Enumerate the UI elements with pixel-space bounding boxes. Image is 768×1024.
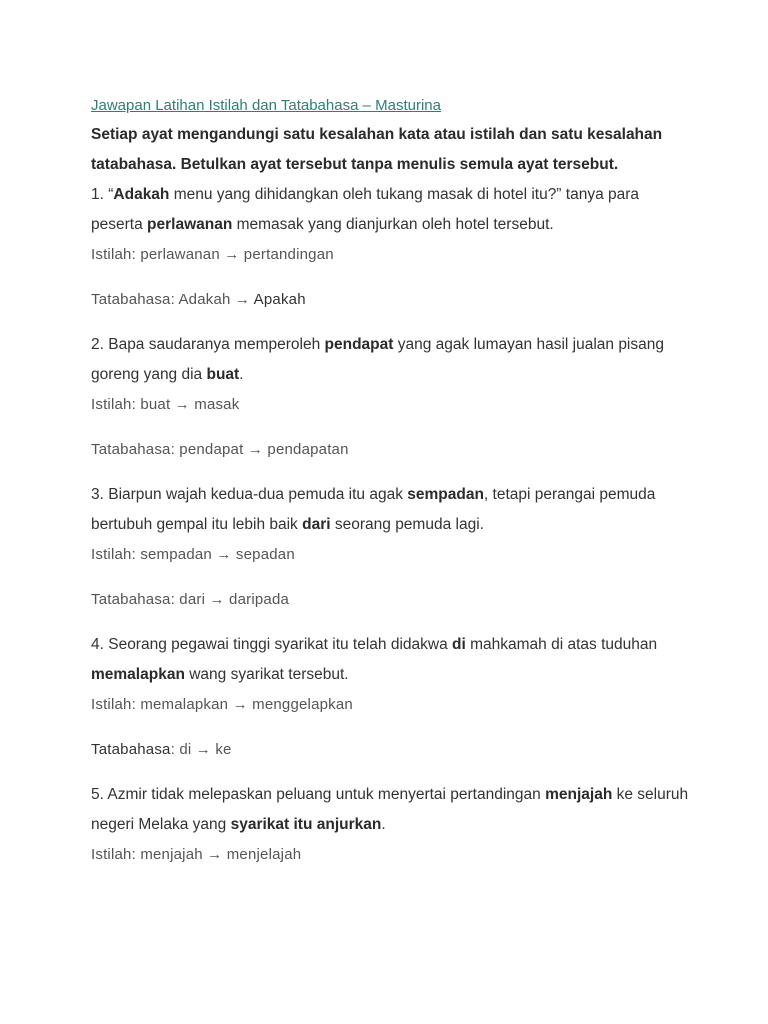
question-3: 3. Biarpun wajah kedua-dua pemuda itu agak sempadan, tetapi perangai pemuda bertubuh gempal itu lebih baik dari seorang pemuda lagi. bbox=[91, 486, 656, 533]
instructions: Setiap ayat mengandungi satu kesalahan kata atau istilah dan satu kesalahan tatabahasa. Betulkan ayat tersebut tanpa menulis semula ayat tersebut. bbox=[91, 126, 663, 173]
answer-istilah-1: Istilah: perlawanan → pertandingan bbox=[91, 246, 334, 263]
answer-tatabahasa-3: Tatabahasa: dari → daripada bbox=[91, 591, 290, 608]
answer-istilah-2: Istilah: buat → masak bbox=[91, 396, 240, 413]
answer-istilah-5: Istilah: menjajah → menjelajah bbox=[91, 846, 302, 863]
question-2: 2. Bapa saudaranya memperoleh pendapat yang agak lumayan hasil jualan pisang goreng yang dia buat. bbox=[91, 336, 664, 383]
answer-istilah-3: Istilah: sempadan → sepadan bbox=[91, 546, 295, 563]
question-4: 4. Seorang pegawai tinggi syarikat itu telah didakwa di mahkamah di atas tuduhan memalapkan wang syarikat tersebut. bbox=[91, 636, 658, 683]
answer-tatabahasa-2: Tatabahasa: pendapat → pendapatan bbox=[91, 441, 349, 458]
answer-istilah-4: Istilah: memalapkan → menggelapkan bbox=[91, 696, 353, 713]
question-1: 1. “Adakah menu yang dihidangkan oleh tukang masak di hotel itu?” tanya para peserta perlawanan memasak yang dianjurkan oleh hotel tersebut. bbox=[91, 186, 640, 233]
answer-tatabahasa-1: Tatabahasa: Adakah → Apakah bbox=[91, 291, 306, 308]
document-title-link[interactable]: Jawapan Latihan Istilah dan Tatabahasa – Masturina bbox=[91, 97, 441, 114]
answer-tatabahasa-4: Tatabahasa: di → ke bbox=[91, 741, 232, 758]
question-5: 5. Azmir tidak melepaskan peluang untuk menyertai pertandingan menjajah ke seluruh negeri Melaka yang syarikat itu anjurkan. bbox=[91, 786, 689, 833]
document-body bbox=[91, 92, 691, 870]
